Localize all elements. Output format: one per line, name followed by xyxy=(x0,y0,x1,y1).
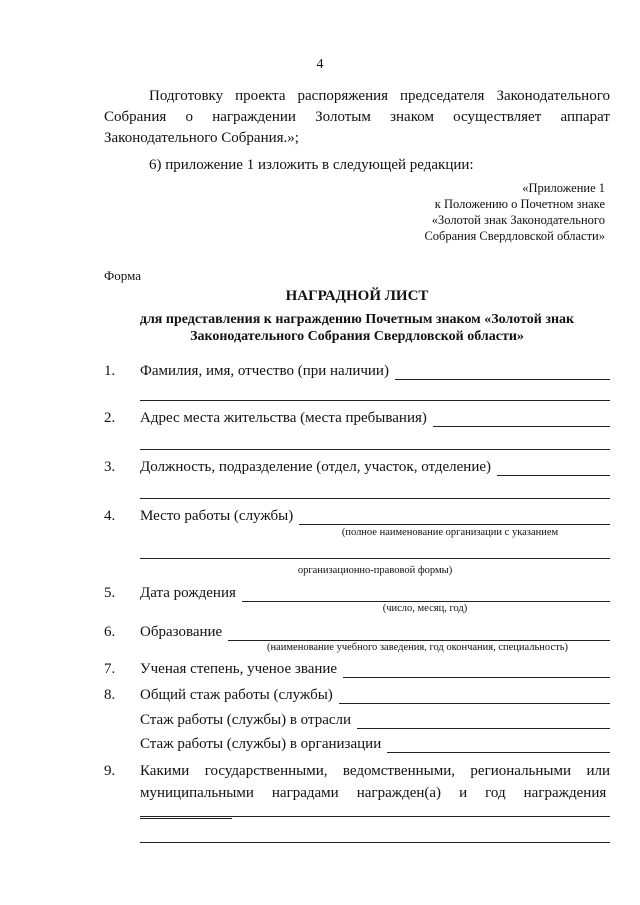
field-label: Фамилия, имя, отчество (при наличии) xyxy=(140,363,389,379)
item-number: 4. xyxy=(104,508,116,524)
fill-line[interactable] xyxy=(299,511,610,525)
fill-line[interactable] xyxy=(339,690,610,704)
field-workplace[interactable] xyxy=(104,507,610,525)
fill-line[interactable] xyxy=(242,588,610,602)
field-label: Стаж работы (службы) в организации xyxy=(140,736,382,752)
item-number: 9. xyxy=(104,763,116,779)
item-number: 8. xyxy=(104,687,116,703)
item-number: 3. xyxy=(104,459,116,475)
item-number: 7. xyxy=(104,661,116,677)
form-subtitle xyxy=(104,311,610,345)
field-hint: (полное наименование организации с указанием xyxy=(341,527,559,538)
field-organization-experience[interactable] xyxy=(104,735,610,753)
field-full-name[interactable] xyxy=(104,362,610,380)
field-degree[interactable] xyxy=(104,660,610,678)
intro-text xyxy=(104,86,610,176)
item-number: 1. xyxy=(104,363,116,379)
subtitle-line: для представления к награждению Почетным знаком «Золотой знак xyxy=(139,312,575,327)
appendix-line: «Золотой знак Законодательного xyxy=(431,213,605,227)
fill-line[interactable] xyxy=(387,739,610,753)
field-birth-date[interactable] xyxy=(104,584,610,602)
field-label: Общий стаж работы (службы) xyxy=(140,687,333,703)
fill-line[interactable] xyxy=(140,449,610,450)
fill-line[interactable] xyxy=(140,558,610,559)
page-number: 4 xyxy=(316,57,324,72)
field-education[interactable] xyxy=(104,623,610,641)
subtitle-line: Законодательного Собрания Свердловской области» xyxy=(190,329,524,344)
fill-line[interactable] xyxy=(433,413,610,427)
item-number: 2. xyxy=(104,410,116,426)
field-label: Ученая степень, ученое звание xyxy=(140,661,338,677)
field-hint: организационно-правовой формы) xyxy=(297,565,453,576)
appendix-line: к Положению о Почетном знаке xyxy=(434,197,605,211)
intro-paragraph-1: Подготовку проекта распоряжения председателя Законодательного Собрания о награждении Золотым знаком осуществляет аппарат Законодательного Собрания.»; xyxy=(104,88,610,146)
form-title: НАГРАДНОЙ ЛИСТ xyxy=(285,288,429,304)
fill-line[interactable] xyxy=(140,400,610,401)
awards-question: Какими государственными, ведомственными, региональными или муниципальными наградами награжден(а) и год награждения xyxy=(140,763,610,801)
field-total-experience[interactable] xyxy=(104,686,610,704)
field-label: Место работы (службы) xyxy=(140,508,294,524)
field-hint: (наименование учебного заведения, год окончания, специальность) xyxy=(267,642,568,653)
fill-line[interactable] xyxy=(140,816,610,817)
intro-paragraph-2: 6) приложение 1 изложить в следующей редакции: xyxy=(149,157,474,173)
appendix-line: «Приложение 1 xyxy=(522,181,605,195)
item-number: 5. xyxy=(104,585,116,601)
field-hint: (число, месяц, год) xyxy=(382,603,468,614)
fill-line[interactable] xyxy=(140,498,610,499)
field-label: Стаж работы (службы) в отрасли xyxy=(140,712,352,728)
field-label: Адрес места жительства (места пребывания) xyxy=(140,410,427,426)
field-address[interactable] xyxy=(104,409,610,427)
item-number: 6. xyxy=(104,624,116,640)
appendix-line: Собрания Свердловской области» xyxy=(424,229,605,243)
fill-line[interactable] xyxy=(140,842,610,843)
field-label: Должность, подразделение (отдел, участок, отделение) xyxy=(140,459,492,475)
fill-line[interactable] xyxy=(395,366,610,380)
field-label: Образование xyxy=(140,624,223,640)
fill-line[interactable] xyxy=(140,806,232,819)
field-label: Дата рождения xyxy=(140,585,236,601)
form-label: Форма xyxy=(104,268,141,283)
appendix-reference xyxy=(395,180,605,244)
fill-line[interactable] xyxy=(343,664,610,678)
field-position[interactable] xyxy=(104,458,610,476)
fill-line[interactable] xyxy=(357,715,610,729)
fill-line[interactable] xyxy=(497,462,610,476)
fill-line[interactable] xyxy=(228,627,610,641)
field-industry-experience[interactable] xyxy=(104,711,610,729)
